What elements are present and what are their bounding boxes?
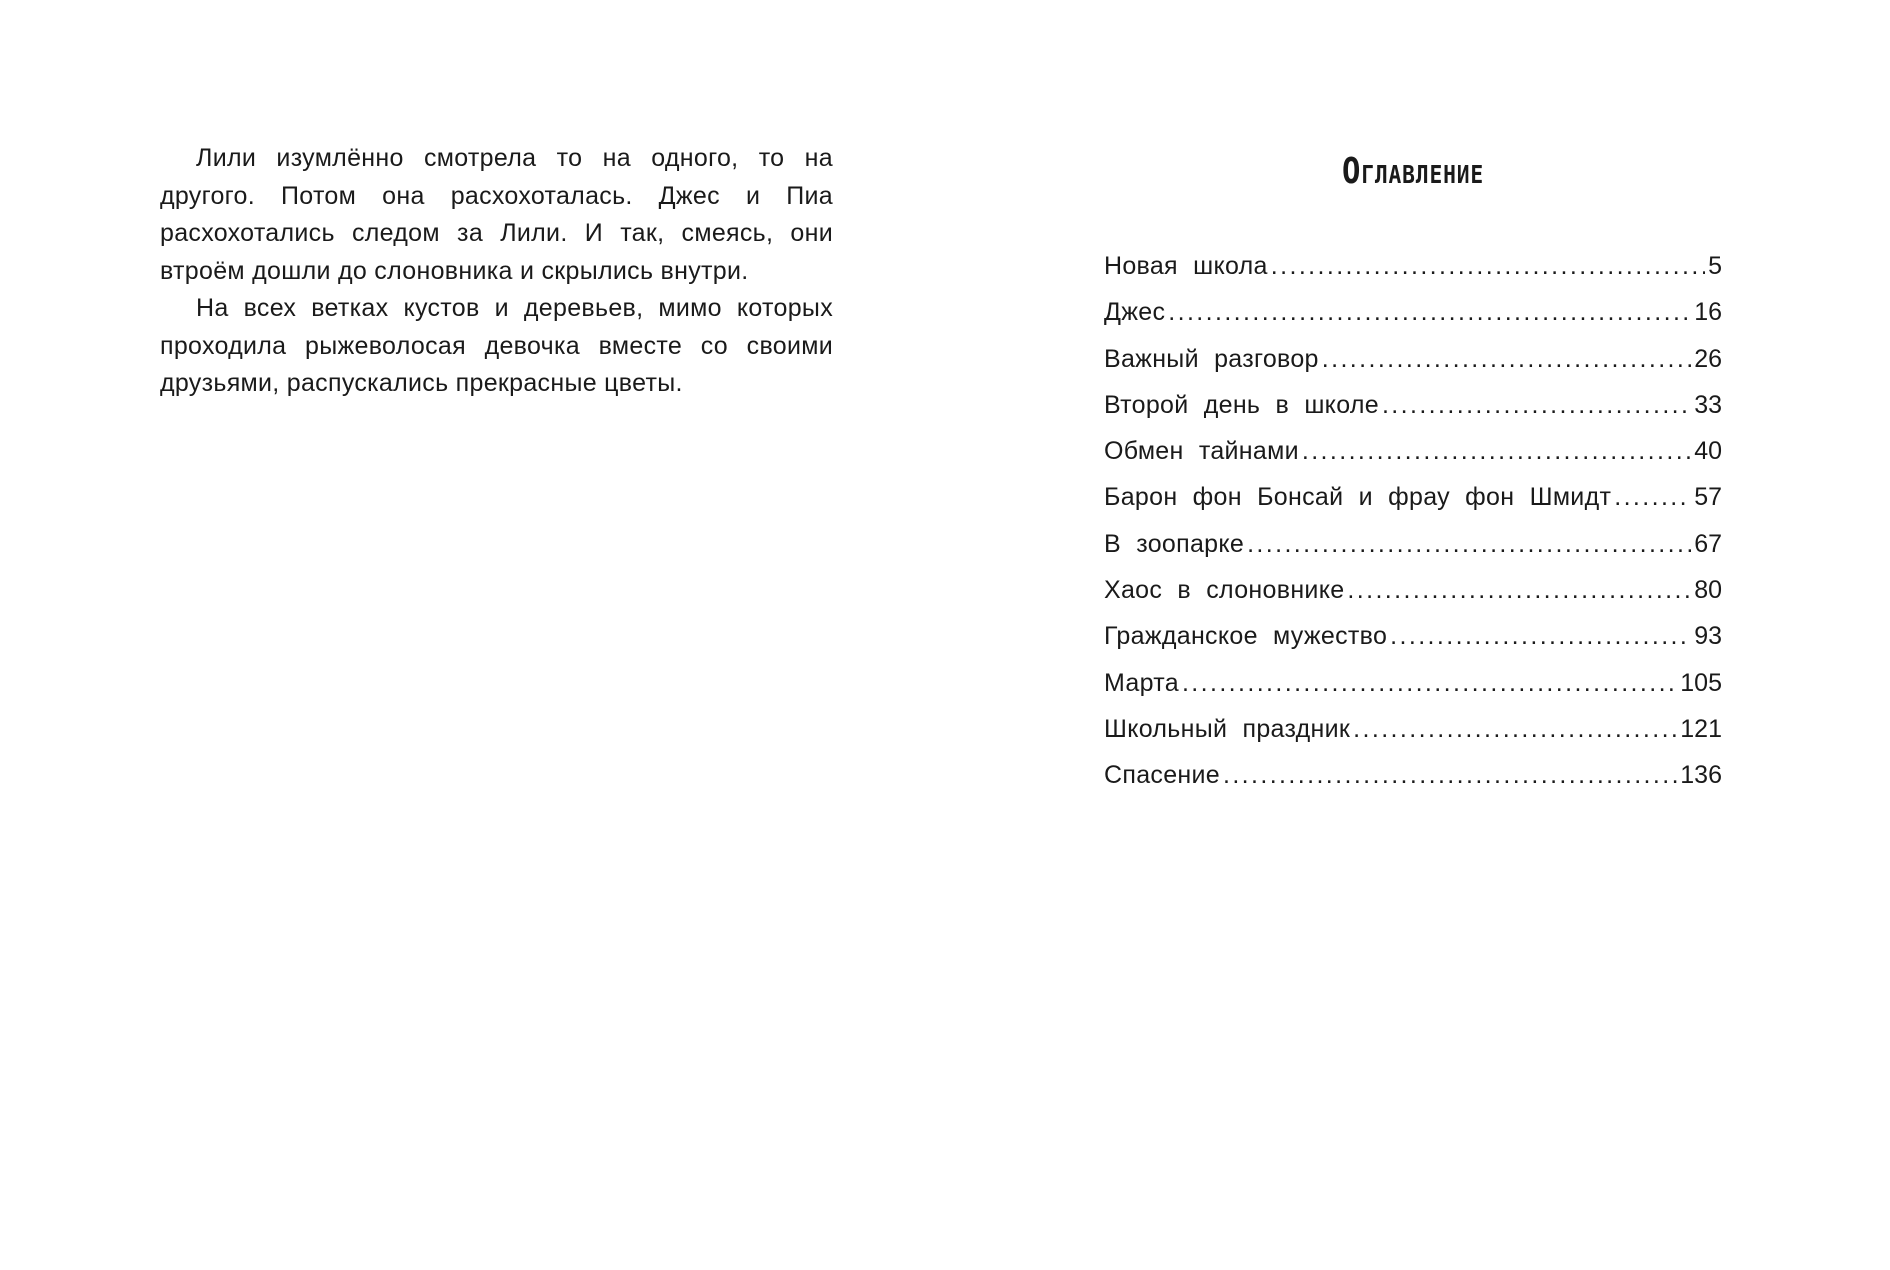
- right-page: [1104, 140, 1722, 790]
- dot-leader: [1182, 669, 1677, 698]
- dot-leader: [1223, 761, 1677, 790]
- toc-entry: [1104, 345, 1722, 391]
- toc-entry-title: В зоопарке: [1104, 529, 1245, 558]
- toc-entry-page: 67: [1694, 529, 1722, 558]
- dot-leader: [1614, 483, 1691, 512]
- toc-entry-title: Джес: [1104, 298, 1166, 327]
- toc-entry: [1104, 298, 1722, 344]
- toc-entry: [1104, 437, 1722, 483]
- dot-leader: [1302, 437, 1691, 466]
- dot-leader: [1271, 252, 1705, 281]
- dot-leader: [1347, 576, 1691, 605]
- toc-entry-page: 136: [1680, 761, 1722, 790]
- dot-leader: [1168, 298, 1691, 327]
- toc-entry-title: Школьный праздник: [1104, 714, 1351, 743]
- toc-entry-title: Барон фон Бонсай и фрау фон Шмидт: [1104, 483, 1612, 512]
- toc-entry-page: 40: [1694, 437, 1722, 466]
- toc-entry-page: 16: [1694, 298, 1722, 327]
- toc-entry-page: 5: [1708, 252, 1722, 280]
- toc-entry-title: Марта: [1104, 668, 1179, 697]
- dot-leader: [1382, 391, 1691, 420]
- toc-entry-page: 93: [1694, 622, 1722, 651]
- toc-entry-page: 80: [1694, 576, 1722, 605]
- toc-entry-page: 57: [1694, 483, 1722, 512]
- toc-entry: [1104, 530, 1722, 576]
- toc-entry: [1104, 252, 1722, 298]
- paragraph: На всех ветках кустов и деревьев, мимо которых проходила рыжеволосая девочка вместе со своими друзьями, распускались прекрасные цветы.: [160, 294, 833, 397]
- toc-entry: [1104, 669, 1722, 715]
- toc-entry: [1104, 483, 1722, 529]
- toc-entry-title: Хаос в слоновнике: [1104, 576, 1345, 605]
- toc-entry-page: 121: [1680, 714, 1722, 743]
- dot-leader: [1322, 345, 1691, 374]
- toc-entry-page: 33: [1694, 390, 1722, 419]
- toc-entry-title: Новая школа: [1104, 252, 1268, 280]
- paragraph: Лили изумлённо смотрела то на одного, то на другого. Потом она расхохоталась. Джес и Пиа расхохотались следом за Лили. И так, смеясь, они втроём дошли до слоновника и скрылись внутри.: [160, 144, 833, 285]
- toc-entry-title: Обмен тайнами: [1104, 437, 1299, 466]
- dot-leader: [1390, 622, 1691, 651]
- toc-title: Оглавление: [1341, 151, 1485, 192]
- dot-leader: [1247, 530, 1691, 559]
- toc-entry: [1104, 576, 1722, 622]
- toc-entry-title: Гражданское мужество: [1104, 622, 1388, 651]
- toc-entry-title: Второй день в школе: [1104, 390, 1379, 419]
- dot-leader: [1353, 715, 1677, 744]
- table-of-contents: [1104, 252, 1722, 808]
- toc-entry: [1104, 761, 1722, 807]
- toc-entry-title: Важный разговор: [1104, 344, 1319, 373]
- toc-entry-page: 26: [1694, 344, 1722, 373]
- toc-entry: [1104, 622, 1722, 668]
- toc-entry-title: Спасение: [1104, 761, 1220, 790]
- toc-entry: [1104, 715, 1722, 761]
- left-page: [160, 140, 833, 403]
- toc-entry: [1104, 391, 1722, 437]
- toc-entry-page: 105: [1680, 668, 1722, 697]
